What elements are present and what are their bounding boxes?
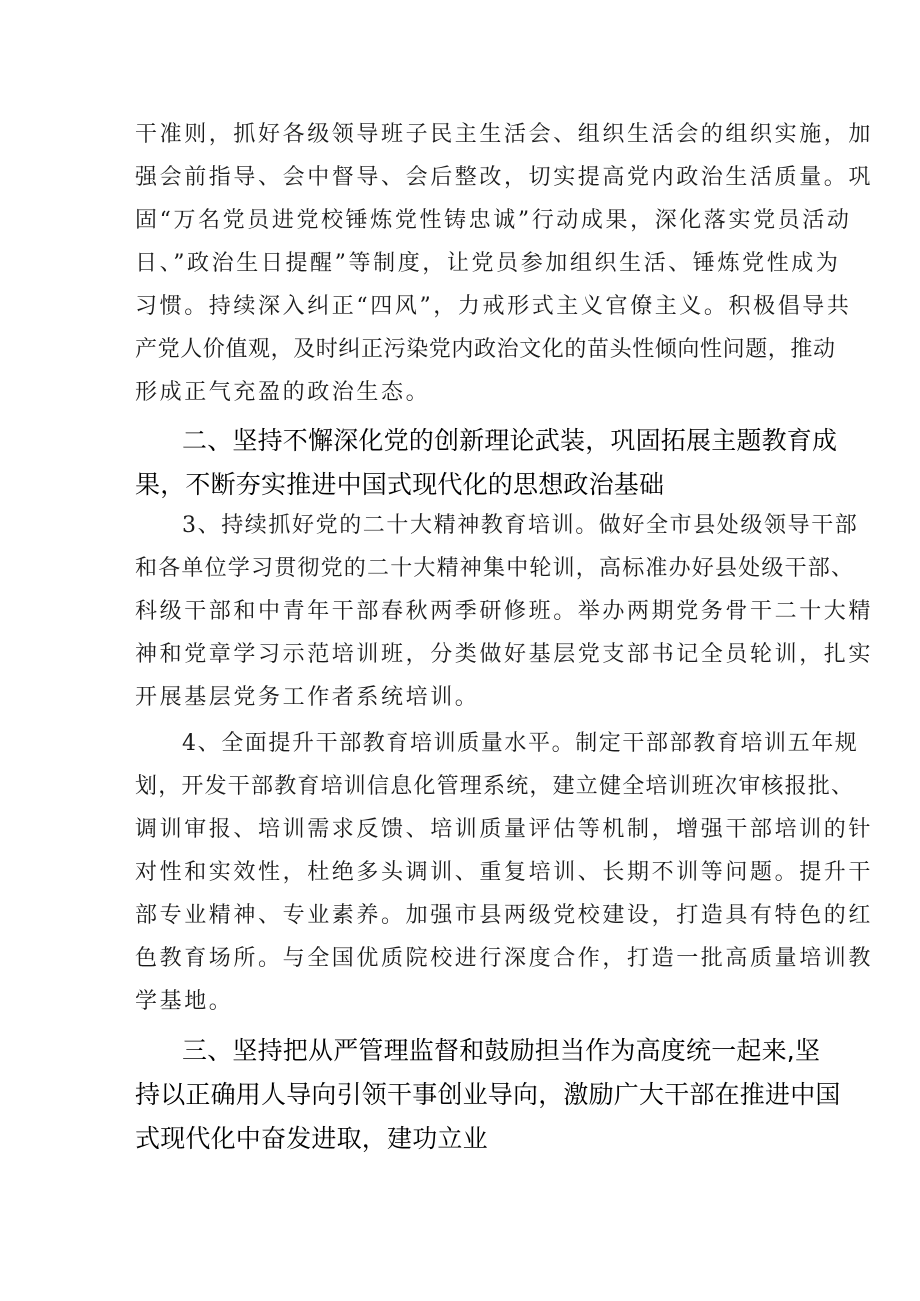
text-line: 和各单位学习贯彻党的二十大精神集中轮训，高标准办好县处级干部、: [135, 556, 855, 581]
text-line: 干准则，抓好各级领导班子民主生活会、组织生活会的组织实施，加: [135, 122, 874, 147]
text-line: 日、”政治生日提醒”等制度，让党员参加组织生活、锤炼党性成为: [135, 251, 841, 276]
heading-line: 果，不断夯实推进中国式现代化的思想政治基础: [135, 470, 665, 499]
paragraph-item-4: [135, 722, 874, 1023]
text-line: 3、持续抓好党的二十大精神教育培训。做好全市县处级领导干部: [182, 513, 859, 538]
heading-line: 二、坚持不懈深化党的创新理论武装，巩固拓展主题教育成: [182, 426, 838, 455]
text-line: 学基地。: [135, 989, 234, 1014]
text-line: 色教育场所。与全国优质院校进行深度合作，打造一批高质量培训教: [135, 946, 874, 971]
text-line: 固“万名党员进党校锤炼党性铸忠诚”行动成果，深化落实党员活动: [135, 208, 852, 233]
text-line: 开展基层党务工作者系统培训。: [135, 685, 480, 710]
section-heading-2: [135, 419, 838, 507]
text-line: 科级干部和中青年干部春秋两季研修班。举办两期党务骨干二十大精: [135, 599, 874, 624]
text-line: 形成正气充盈的政治生态。: [135, 380, 431, 405]
text-line: 对性和实效性，杜绝多头调训、重复培训、长期不训等问题。提升干: [135, 860, 874, 885]
heading-line: 三、坚持把从严管理监督和鼓励担当作为高度统一起来,坚: [182, 1036, 821, 1065]
text-line: 强会前指导、会中督导、会后整改，切实提高党内政治生活质量。巩: [135, 165, 874, 190]
text-line: 划，开发干部教育培训信息化管理系统，建立健全培训班次审核报批、: [135, 774, 855, 799]
text-line: 产党人价值观，及时纠正污染党内政治文化的苗头性倾向性问题，推动: [135, 337, 836, 362]
text-line: 调训审报、培训需求反馈、培训质量评估等机制，增强干部培训的针: [135, 817, 874, 842]
paragraph-item-3: [135, 504, 874, 719]
text-line: 4、全面提升干部教育培训质量水平。制定干部部教育培训五年规: [182, 731, 859, 756]
paragraph-continued: [135, 113, 874, 414]
text-line: 习惯。持续深入纠正“四风”，力戒形式主义官僚主义。积极倡导共: [135, 294, 852, 319]
text-line: 部专业精神、专业素养。加强市县两级党校建设，打造具有特色的红: [135, 903, 874, 928]
text-line: 神和党章学习示范培训班，分类做好基层党支部书记全员轮训，扎实: [135, 642, 874, 667]
section-heading-3: [135, 1029, 841, 1161]
heading-line: 式现代化中奋发进取，建功立业: [135, 1124, 488, 1153]
heading-line: 持以正确用人导向引领干事创业导向，激励广大干部在推进中国: [135, 1080, 841, 1109]
